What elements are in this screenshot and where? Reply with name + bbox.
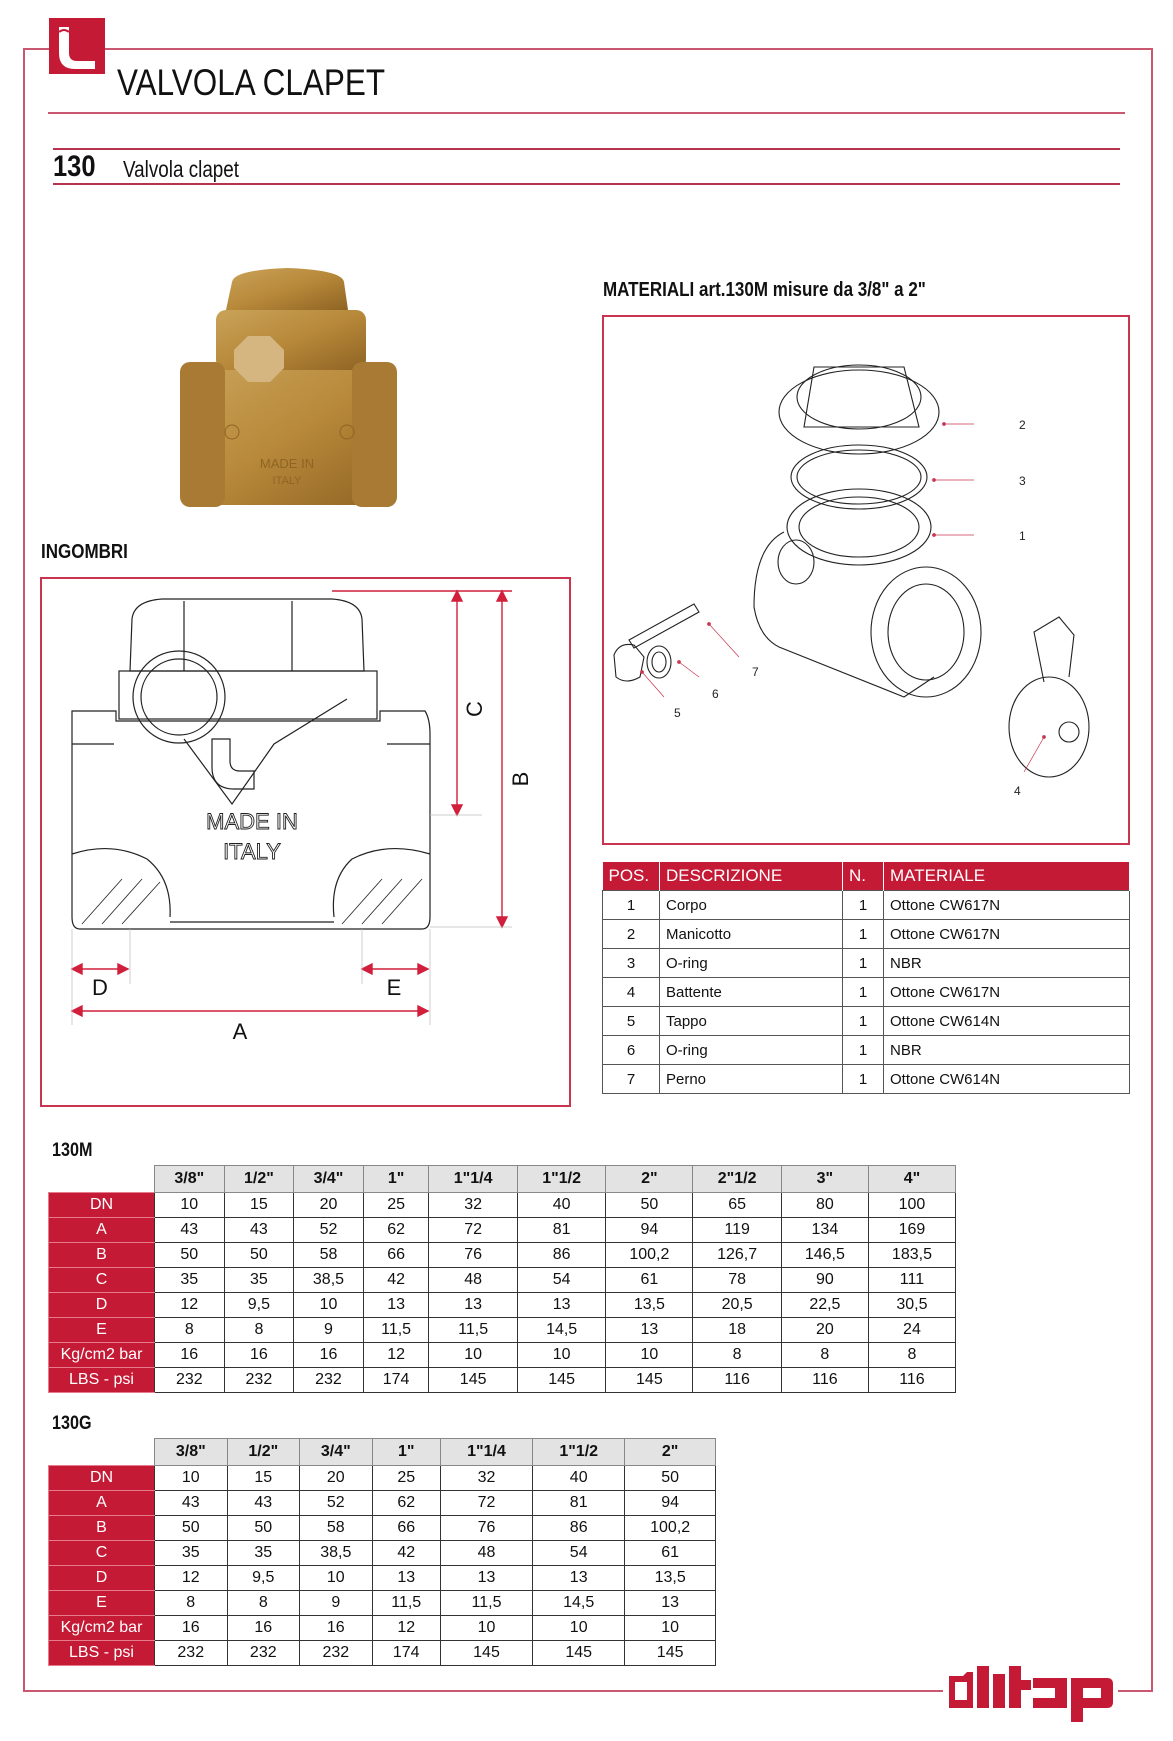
dimension-row [49,1641,716,1666]
description-cell: Battente [660,978,843,1007]
size-header: 1"1/4 [429,1166,517,1193]
material-cell: NBR [884,949,1130,978]
dimension-value: 10 [517,1343,605,1368]
dimension-value: 100,2 [625,1516,716,1541]
dimension-value: 9 [294,1318,364,1343]
dimension-value: 61 [625,1541,716,1566]
dimension-value: 80 [781,1193,868,1218]
dimension-value: 16 [155,1616,228,1641]
materials-table-header [603,862,1130,891]
dimension-value: 58 [294,1243,364,1268]
callout-3: 3 [1019,474,1026,488]
dimension-value: 20,5 [693,1293,781,1318]
material-cell: Ottone CW617N [884,920,1130,949]
pos-cell: 2 [603,920,660,949]
col-materiale: MATERIALE [884,862,1130,891]
dimension-row [49,1193,956,1218]
dimension-value: 12 [372,1616,440,1641]
dimension-value: 8 [693,1343,781,1368]
size-header: 3/8" [155,1166,225,1193]
dimension-value: 20 [781,1318,868,1343]
dimension-value: 13,5 [625,1566,716,1591]
dimension-value: 50 [155,1243,225,1268]
row-label: LBS - psi [49,1368,155,1393]
dimension-value: 65 [693,1193,781,1218]
row-label: DN [49,1193,155,1218]
dimension-value: 20 [300,1466,373,1491]
materials-row [603,1007,1130,1036]
dimension-value: 30,5 [868,1293,955,1318]
dimension-value: 76 [429,1243,517,1268]
dimension-value: 58 [300,1516,373,1541]
dimension-value: 15 [227,1466,300,1491]
dimension-value: 72 [429,1218,517,1243]
dim-label-c: C [462,701,487,717]
dimension-value: 42 [363,1268,429,1293]
table-130g-title: 130G [52,1413,92,1434]
dimension-value: 11,5 [440,1591,532,1616]
col-n: N. [843,862,884,891]
dimension-row [49,1243,956,1268]
dimension-value: 145 [533,1641,625,1666]
pos-cell: 6 [603,1036,660,1065]
size-header: 1"1/4 [440,1439,532,1466]
dimension-row [49,1541,716,1566]
material-cell: Ottone CW614N [884,1065,1130,1094]
drawing-engraving-1: MADE IN [206,809,298,834]
dimension-value: 8 [155,1318,225,1343]
header-blank [49,1439,155,1466]
dimension-value: 40 [533,1466,625,1491]
frame-top-line [23,48,1153,50]
callout-4: 4 [1014,784,1021,798]
dimension-row [49,1293,956,1318]
dimension-value: 8 [868,1343,955,1368]
subheader-bottom-rule [53,183,1120,185]
dimension-value: 10 [440,1616,532,1641]
dimension-value: 13,5 [606,1293,693,1318]
dimension-value: 116 [693,1368,781,1393]
size-header: 3" [781,1166,868,1193]
dimension-value: 61 [606,1268,693,1293]
pos-cell: 5 [603,1007,660,1036]
dimension-value: 81 [533,1491,625,1516]
dimension-value: 100 [868,1193,955,1218]
dimension-value: 43 [224,1218,294,1243]
dim-label-e: E [386,975,402,1000]
pos-cell: 4 [603,978,660,1007]
dim-label-d: D [92,975,108,1000]
dimension-value: 15 [224,1193,294,1218]
dimension-value: 50 [606,1193,693,1218]
materials-title: MATERIALI art.130M misure da 3/8" a 2" [603,279,926,301]
material-cell: Ottone CW617N [884,978,1130,1007]
dimension-value: 12 [155,1293,225,1318]
dimension-value: 10 [606,1343,693,1368]
dimension-value: 22,5 [781,1293,868,1318]
dimension-value: 52 [294,1218,364,1243]
dimension-row [49,1591,716,1616]
row-label: DN [49,1466,155,1491]
row-label: LBS - psi [49,1641,155,1666]
dimension-value: 14,5 [533,1591,625,1616]
dimension-value: 16 [227,1616,300,1641]
pos-cell: 3 [603,949,660,978]
dimension-value: 52 [300,1491,373,1516]
dimension-value: 116 [868,1368,955,1393]
size-header: 2" [606,1166,693,1193]
row-label: B [49,1243,155,1268]
materials-table [602,862,1130,1094]
size-header: 1" [363,1166,429,1193]
dimension-value: 38,5 [294,1268,364,1293]
title-rule [48,112,1125,114]
dimension-value: 11,5 [363,1318,429,1343]
dimension-value: 72 [440,1491,532,1516]
row-label: C [49,1268,155,1293]
dimensions-table-130g [48,1438,716,1666]
materials-row [603,891,1130,920]
exploded-view-box [602,315,1130,845]
dimension-value: 146,5 [781,1243,868,1268]
row-label: D [49,1293,155,1318]
dimension-row [49,1368,956,1393]
quantity-cell: 1 [843,1036,884,1065]
dimension-value: 145 [429,1368,517,1393]
dimension-value: 174 [372,1641,440,1666]
dimension-value: 78 [693,1268,781,1293]
dimension-row [49,1566,716,1591]
size-header: 1" [372,1439,440,1466]
dimension-value: 13 [606,1318,693,1343]
dimension-value: 12 [363,1343,429,1368]
row-label: A [49,1218,155,1243]
dimension-value: 42 [372,1541,440,1566]
col-pos: POS. [603,862,660,891]
dimension-value: 10 [300,1566,373,1591]
dimension-value: 10 [294,1293,364,1318]
dimension-value: 126,7 [693,1243,781,1268]
frame-left-line [23,48,25,1691]
dimension-value: 35 [155,1541,228,1566]
description-cell: Tappo [660,1007,843,1036]
dimension-value: 43 [227,1491,300,1516]
quantity-cell: 1 [843,949,884,978]
size-header: 2" [625,1439,716,1466]
dimension-value: 8 [155,1591,228,1616]
dimension-value: 183,5 [868,1243,955,1268]
dimension-value: 232 [155,1641,228,1666]
dimension-value: 13 [625,1591,716,1616]
product-code: 130 [53,150,96,183]
description-cell: Manicotto [660,920,843,949]
dimension-value: 50 [625,1466,716,1491]
frame-right-line [1151,48,1153,1691]
row-label: E [49,1591,155,1616]
size-header: 1/2" [227,1439,300,1466]
dimension-value: 40 [517,1193,605,1218]
dimension-value: 54 [533,1541,625,1566]
dimension-value: 145 [440,1641,532,1666]
size-header: 1"1/2 [533,1439,625,1466]
dimension-value: 24 [868,1318,955,1343]
material-cell: NBR [884,1036,1130,1065]
dimension-value: 38,5 [300,1541,373,1566]
quantity-cell: 1 [843,920,884,949]
dimension-value: 100,2 [606,1243,693,1268]
callout-7: 7 [752,665,759,679]
col-descrizione: DESCRIZIONE [660,862,843,891]
dimension-value: 35 [227,1541,300,1566]
exploded-view-drawing [604,317,1128,843]
dimension-value: 62 [363,1218,429,1243]
dimension-value: 48 [440,1541,532,1566]
pos-cell: 1 [603,891,660,920]
size-header: 1/2" [224,1166,294,1193]
dimension-value: 66 [372,1516,440,1541]
size-header-row [49,1166,956,1193]
dimension-value: 145 [517,1368,605,1393]
dimension-value: 54 [517,1268,605,1293]
dimension-value: 50 [227,1516,300,1541]
dimension-row [49,1616,716,1641]
dimension-value: 43 [155,1491,228,1516]
page-title: VALVOLA CLAPET [117,62,386,103]
dimension-row [49,1516,716,1541]
row-label: Kg/cm2 bar [49,1616,155,1641]
dimension-value: 94 [625,1491,716,1516]
dimension-value: 50 [155,1516,228,1541]
dimension-value: 16 [300,1616,373,1641]
dimension-value: 14,5 [517,1318,605,1343]
dimension-value: 111 [868,1268,955,1293]
photo-engraving-1: MADE IN [259,456,315,471]
dimension-value: 10 [625,1616,716,1641]
table-130m-title: 130M [52,1140,93,1161]
size-header: 4" [868,1166,955,1193]
dimension-value: 10 [155,1193,225,1218]
dimension-value: 32 [440,1466,532,1491]
description-cell: Perno [660,1065,843,1094]
dimension-value: 18 [693,1318,781,1343]
product-description: Valvola clapet [123,156,240,182]
dimension-value: 232 [300,1641,373,1666]
dimension-drawing-box [40,577,571,1107]
description-cell: Corpo [660,891,843,920]
brand-logo-mark [49,18,105,74]
dimension-row [49,1318,956,1343]
row-label: C [49,1541,155,1566]
dimension-value: 116 [781,1368,868,1393]
dimension-value: 16 [155,1343,225,1368]
size-header: 3/4" [294,1166,364,1193]
photo-engraving-2: ITALY [272,475,302,487]
callout-2: 2 [1019,418,1026,432]
materials-row [603,978,1130,1007]
quantity-cell: 1 [843,1065,884,1094]
dimension-value: 86 [533,1516,625,1541]
dimension-value: 13 [533,1566,625,1591]
dimension-value: 48 [429,1268,517,1293]
callout-5: 5 [674,706,681,720]
dimension-value: 8 [224,1318,294,1343]
ditap-logo [945,1660,1115,1722]
dimension-value: 119 [693,1218,781,1243]
description-cell: O-ring [660,949,843,978]
size-header-row [49,1439,716,1466]
quantity-cell: 1 [843,978,884,1007]
dimension-value: 76 [440,1516,532,1541]
dimension-value: 9 [300,1591,373,1616]
dimension-value: 16 [224,1343,294,1368]
material-cell: Ottone CW614N [884,1007,1130,1036]
frame-bottom-line-right [1118,1690,1153,1692]
dimension-value: 232 [224,1368,294,1393]
dimension-value: 12 [155,1566,228,1591]
dimension-value: 145 [606,1368,693,1393]
dimension-value: 13 [363,1293,429,1318]
dimension-value: 169 [868,1218,955,1243]
size-header: 2"1/2 [693,1166,781,1193]
dimension-row [49,1343,956,1368]
quantity-cell: 1 [843,891,884,920]
dimension-value: 11,5 [429,1318,517,1343]
materials-row [603,920,1130,949]
product-photo [172,262,402,512]
dimension-value: 13 [440,1566,532,1591]
row-label: D [49,1566,155,1591]
dimension-value: 10 [429,1343,517,1368]
pos-cell: 7 [603,1065,660,1094]
frame-bottom-line [23,1690,943,1692]
dimension-row [49,1491,716,1516]
dim-label-b: B [508,771,533,787]
drawing-engraving-2: ITALY [223,839,281,864]
materials-row [603,1036,1130,1065]
dimension-value: 145 [625,1641,716,1666]
dimension-value: 62 [372,1491,440,1516]
dimension-value: 9,5 [227,1566,300,1591]
materials-row [603,1065,1130,1094]
row-label: B [49,1516,155,1541]
row-label: A [49,1491,155,1516]
dimension-value: 32 [429,1193,517,1218]
ingombri-title: INGOMBRI [41,541,128,563]
dimension-value: 9,5 [224,1293,294,1318]
dimension-value: 8 [781,1343,868,1368]
callout-1: 1 [1019,529,1026,543]
dimension-value: 35 [155,1268,225,1293]
materials-row [603,949,1130,978]
header-blank [49,1166,155,1193]
quantity-cell: 1 [843,1007,884,1036]
row-label: Kg/cm2 bar [49,1343,155,1368]
dimension-value: 16 [294,1343,364,1368]
subheader-top-rule [53,148,1120,150]
dim-label-a: A [232,1019,248,1044]
pipe-elbow-icon [49,18,105,74]
dimension-value: 66 [363,1243,429,1268]
dimension-value: 11,5 [372,1591,440,1616]
dimension-value: 25 [372,1466,440,1491]
dimension-value: 232 [227,1641,300,1666]
dimension-value: 8 [227,1591,300,1616]
dimension-value: 13 [517,1293,605,1318]
size-header: 1"1/2 [517,1166,605,1193]
dimension-value: 232 [294,1368,364,1393]
dimension-row [49,1218,956,1243]
dimension-value: 13 [372,1566,440,1591]
dimension-value: 232 [155,1368,225,1393]
dimension-row [49,1466,716,1491]
dimension-row [49,1268,956,1293]
dimension-value: 50 [224,1243,294,1268]
material-cell: Ottone CW617N [884,891,1130,920]
callout-6: 6 [712,687,719,701]
size-header: 3/4" [300,1439,373,1466]
dimension-value: 10 [533,1616,625,1641]
dimension-value: 13 [429,1293,517,1318]
dimension-value: 10 [155,1466,228,1491]
row-label: E [49,1318,155,1343]
dimensions-table-130m [48,1165,956,1393]
dimension-value: 35 [224,1268,294,1293]
dimension-value: 81 [517,1218,605,1243]
dimension-value: 94 [606,1218,693,1243]
dimension-value: 20 [294,1193,364,1218]
dimension-value: 90 [781,1268,868,1293]
dimension-value: 25 [363,1193,429,1218]
ditap-wordmark-icon [945,1660,1115,1722]
dimension-value: 174 [363,1368,429,1393]
size-header: 3/8" [155,1439,228,1466]
dimension-value: 43 [155,1218,225,1243]
dimension-value: 134 [781,1218,868,1243]
dimension-drawing [42,579,569,1105]
description-cell: O-ring [660,1036,843,1065]
dimension-value: 86 [517,1243,605,1268]
